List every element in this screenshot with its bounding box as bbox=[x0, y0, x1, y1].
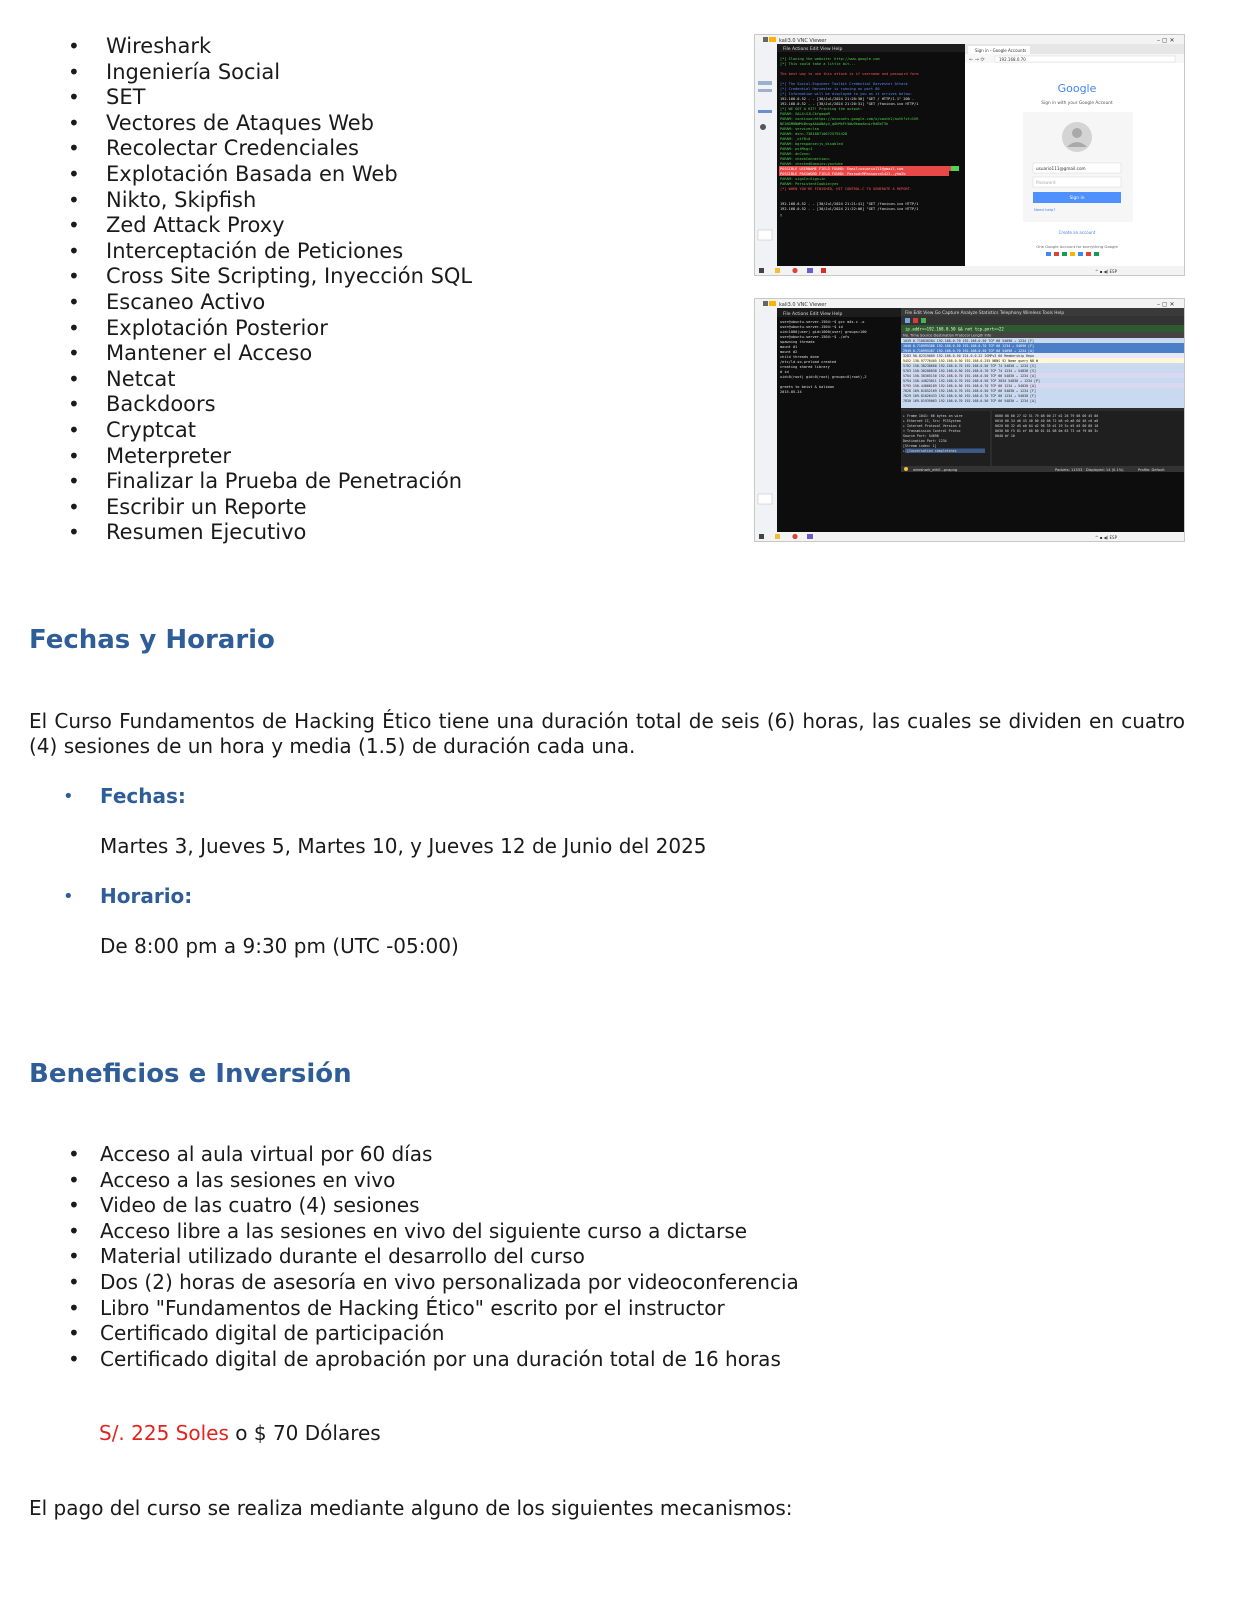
svg-text:mount #2: mount #2 bbox=[780, 350, 798, 354]
google-one-account: One Google Account for everything Google bbox=[1036, 244, 1118, 249]
list-item: • Video de las cuatro (4) sesiones bbox=[68, 1193, 420, 1218]
section-heading-beneficios: Beneficios e Inversión bbox=[29, 1059, 352, 1089]
price-connector: o bbox=[228, 1421, 254, 1445]
svg-text:▸ Frame 1041: 66 bytes on wire: ▸ Frame 1041: 66 bytes on wire bbox=[903, 414, 963, 418]
svg-text:user@ubuntu-server-1504:~$ gcc: user@ubuntu-server-1504:~$ gcc m4s.c -o bbox=[780, 320, 865, 324]
svg-text:192.168.0.52 - - [30/Jul/2024: 192.168.0.52 - - [30/Jul/2024 21:20:30] "GET / HTTP/1.1" 200 - bbox=[780, 97, 915, 101]
svg-text:greets to beist & kaliman: greets to beist & kaliman bbox=[780, 385, 835, 389]
course-price bbox=[99, 1421, 381, 1445]
svg-text:PARAM: service=lso: PARAM: service=lso bbox=[780, 127, 819, 131]
benefits-list bbox=[66, 1142, 799, 1372]
list-item: • Escribir un Reporte bbox=[68, 494, 307, 519]
svg-text:PARAM: PersistentCookie=yes: PARAM: PersistentCookie=yes bbox=[780, 182, 839, 186]
svg-text:Source Port: 54690: Source Port: 54690 bbox=[903, 434, 939, 438]
svg-text:5795 150.44866189 192.168.0.5: 5795 150.44866189 192.168.0.50 192.168.0.70 TCP 66 1234 → 54830 [A] bbox=[903, 384, 1036, 388]
svg-text:[Stream index: 1]: [Stream index: 1] bbox=[903, 444, 937, 448]
svg-text:spawning threads: spawning threads bbox=[780, 340, 815, 344]
svg-text:[*] WHEN YOU'RE FINISHED, HIT: [*] WHEN YOU'RE FINISHED, HIT CONTROL-C TO GENERATE A REPORT. bbox=[780, 187, 912, 191]
svg-text:PARAM: continue=https://accoun: PARAM: continue=https://accounts.google.com/o/oauth2/auth?zt=ChR bbox=[780, 117, 919, 121]
list-item: • Meterpreter bbox=[68, 443, 232, 468]
svg-text:NE2NGM0NWMxBnsgAAAANAy4_qOhMhF: NE2NGM0NWMxBnsgAAAANAy4_qOhMhFt5Ww9kmaAeuLrRdEbT3h bbox=[780, 122, 889, 126]
svg-text:7828 169.81852169 192.168.0.7: 7828 169.81852169 192.168.0.70 192.168.0.50 TCP 66 54830 → 1234 [F] bbox=[903, 389, 1036, 393]
svg-text:0030 00 f5 81 ef 00 00 01 01: 0030 00 f5 81 ef 00 00 01 01 08 0a 63 73 cd f9 00 3c bbox=[995, 429, 1099, 433]
svg-text:The best way to use this attac: The best way to use this attack is if username and password form bbox=[780, 72, 919, 76]
svg-text:← → ⟳: ← → ⟳ bbox=[969, 57, 985, 63]
google-password-field: Password bbox=[1036, 180, 1056, 185]
wireshark-profile: Profile: Default bbox=[1138, 468, 1165, 472]
svg-text:No. Time Sour: No. Time Source Destination Protocol Length Info bbox=[903, 333, 992, 338]
svg-text:^ ▪ ◀) ESP: ^ ▪ ◀) ESP bbox=[1095, 535, 1117, 540]
list-item: • Vectores de Ataques Web bbox=[68, 110, 374, 135]
svg-text:PARAM: checkedDomains=youtube: PARAM: checkedDomains=youtube bbox=[780, 162, 843, 166]
svg-text:– ▢ ✕: – ▢ ✕ bbox=[1157, 37, 1175, 44]
screenshot-credential-harvester bbox=[754, 34, 1185, 276]
svg-text:PARAM: bgresponse=js_disabled: PARAM: bgresponse=js_disabled bbox=[780, 142, 843, 146]
svg-text:POSSIBLE PASSWORD FIELD FOUND:: POSSIBLE PASSWORD FIELD FOUND: Passwd=MPassword1423..yhm2b bbox=[780, 172, 906, 176]
svg-text:5783 150.38286838 192.168.0.5: 5783 150.38286838 192.168.0.50 192.168.0.70 TCP 74 1234 → 54830 [S] bbox=[903, 369, 1036, 373]
svg-text:▸ Ethernet II, Src: PCSSystem: ▸ Ethernet II, Src: PCSSystem bbox=[903, 419, 961, 423]
svg-text:5452 130.97776405 192.168.0.5: 5452 130.97776405 192.168.0.50 192.168.0.255 NBNS 92 Name query NB W bbox=[903, 359, 1038, 363]
svg-text:2949 0.718995387 192.168.0.7: 2949 0.718995387 192.168.0.70 192.168.0.50 TCP 66 54690 → 1234 [A] bbox=[903, 349, 1035, 353]
svg-text:[*] Credential Harvester is ru: [*] Credential Harvester is running on port 80 bbox=[780, 87, 880, 91]
list-item: • Backdoors bbox=[68, 392, 216, 417]
list-item: • Mantener el Acceso bbox=[68, 341, 313, 366]
list-item: • Wireshark bbox=[68, 34, 212, 58]
svg-text:1040 0.718995386 192.168.0.5: 1040 0.718995386 192.168.0.50 192.168.0.70 TCP 66 1234 → 54690 [F] bbox=[903, 344, 1035, 348]
bullet-icon: • bbox=[63, 886, 74, 907]
svg-text:[*] This could take a little b: [*] This could take a little bit... bbox=[780, 62, 856, 66]
google-signin-button: Sign in bbox=[1069, 196, 1085, 201]
list-item: • Acceso a las sesiones en vivo bbox=[68, 1167, 396, 1192]
svg-text:PARAM: GALX=SJLCkfgaqoM: PARAM: GALX=SJLCkfgaqoM bbox=[780, 112, 830, 116]
svg-text:3283 90.82319089 192.168.0.5: 3283 90.82319089 192.168.0.50 224.0.0.22 IGMPv3 60 Membership Repo bbox=[903, 354, 1035, 358]
svg-text:PARAM: _utf8=â: PARAM: _utf8=â bbox=[780, 137, 811, 141]
svg-text:▸ Internet Protocol Version 4: ▸ Internet Protocol Version 4 bbox=[903, 424, 961, 428]
svg-text:child threads done: child threads done bbox=[780, 355, 819, 359]
list-item: • Certificado digital de participación bbox=[68, 1321, 445, 1346]
course-duration-paragraph: El Curso Fundamentos de Hacking Ético tiene una duración total de seis (6) horas, las cuales se dividen en cuatro (4) sesiones de un hora y media (1.5) de duración cada una. bbox=[29, 709, 1185, 758]
list-item: • Finalizar la Prueba de Penetración bbox=[68, 469, 463, 494]
svg-text:PARAM: pstMsg=1: PARAM: pstMsg=1 bbox=[780, 147, 813, 151]
svg-text:0040 bf 16: 0040 bf 16 bbox=[995, 434, 1015, 438]
google-logo: Google bbox=[1057, 82, 1097, 95]
fechas-value: Martes 3, Jueves 5, Martes 10, y Jueves 12 de Junio del 2025 bbox=[100, 834, 707, 858]
svg-text:5782 150.38238600 192.168.0.7: 5782 150.38238600 192.168.0.70 192.168.0.50 TCP 74 54830 → 1234 [S] bbox=[903, 364, 1036, 368]
svg-text:192.168.0.52 - - [30/Jul/2024: 192.168.0.52 - - [30/Jul/2024 21:21:41] "GET /favicon.ico HTTP/1 bbox=[780, 202, 919, 206]
svg-text:uid=0(root) gid=0(root) groups: uid=0(root) gid=0(root) groups=0(root),2 bbox=[780, 375, 867, 379]
wireshark-file-name: wireshark_eth0...pcapng bbox=[913, 468, 958, 472]
list-item: • Certificado digital de aprobación por una duración total de 16 horas bbox=[68, 1346, 781, 1371]
fechas-label: Fechas: bbox=[100, 784, 186, 808]
svg-text:▾ Transmission Control Protoc: ▾ Transmission Control Protoc bbox=[903, 429, 961, 433]
screenshot-credential-harvester-image bbox=[755, 35, 1184, 275]
svg-text:user@ubuntu-server-1504:~$ id: user@ubuntu-server-1504:~$ id bbox=[780, 325, 843, 329]
browser-url: 192.168.0.70 bbox=[999, 57, 1026, 62]
list-item: • Material utilizado durante el desarrollo del curso bbox=[68, 1244, 585, 1269]
svg-text:PARAM: checkConnection=: PARAM: checkConnection= bbox=[780, 157, 830, 161]
list-item: • Libro "Fundamentos de Hacking Ético" escrito por el instructor bbox=[68, 1295, 725, 1320]
svg-text:0010 00 34 d6 43 40 00 40 06: 0010 00 34 d6 43 40 00 40 06 72 b8 c0 a8 00 46 c0 a8 bbox=[995, 419, 1099, 423]
price-soles: S/. 225 Soles bbox=[99, 1421, 229, 1445]
list-item: • Acceso libre a las sesiones en vivo del siguiente curso a dictarse bbox=[68, 1218, 748, 1243]
section-heading-fechas: Fechas y Horario bbox=[29, 625, 275, 655]
svg-text:[*] WE GOT A HIT! Printing the: [*] WE GOT A HIT! Printing the output: bbox=[780, 107, 863, 111]
screenshot-wireshark-backdoor bbox=[754, 298, 1185, 542]
list-item: • Escaneo Activo bbox=[68, 289, 266, 314]
vnc-window-title-2: kali3.0 VNC Viewer bbox=[779, 302, 827, 308]
google-signin-subtitle: Sign in with your Google Account bbox=[1041, 101, 1113, 106]
horario-label: Horario: bbox=[100, 884, 193, 908]
svg-text:192.168.0.52 - - [30/Jul/2024: 192.168.0.52 - - [30/Jul/2024 21:20:31] "GET /favicon.ico HTTP/1 bbox=[780, 102, 919, 106]
list-item: • Acceso al aula virtual por 60 días bbox=[68, 1142, 433, 1166]
vnc-window-title: kali3.0 VNC Viewer bbox=[779, 38, 827, 44]
svg-text:uid=1000(user) gid=1000(user): uid=1000(user) gid=1000(user) groups=100 bbox=[780, 330, 867, 334]
list-item: • Cross Site Scripting, Inyección SQL bbox=[68, 264, 473, 289]
svg-text:2015-05-24 %rebel%: 2015-05-24 bbox=[780, 390, 802, 394]
svg-text:▯: ▯ bbox=[780, 213, 783, 217]
list-item: • Zed Attack Proxy bbox=[68, 213, 285, 238]
wireshark-packets-status: Packets: 11553 · Displayed: 14 (0.1%) bbox=[1055, 468, 1124, 472]
list-item: • Cryptcat bbox=[68, 417, 196, 442]
list-item: • Nikto, Skipfish bbox=[68, 187, 257, 212]
screenshot-wireshark-backdoor-image bbox=[755, 299, 1184, 541]
svg-text:File Actions Edit View Hel: File Actions Edit View Help bbox=[783, 312, 843, 317]
list-item: • Explotación Posterior bbox=[68, 315, 328, 340]
price-dollars: $ 70 Dólares bbox=[253, 1421, 381, 1445]
svg-text:5794 150.44823011 192.168.0.7: 5794 150.44823011 192.168.0.70 192.168.0.50 TCP 3034 54830 → 1234 [P] bbox=[903, 379, 1040, 383]
list-item: • Dos (2) horas de asesoría en vivo personalizada por videoconferencia bbox=[68, 1269, 799, 1294]
svg-text:PARAM: signIn=Sign+in: PARAM: signIn=Sign+in bbox=[780, 177, 826, 181]
svg-text:creating shared library: creating shared library bbox=[780, 365, 830, 369]
svg-text:File Actions Edit View Hel: File Actions Edit View Help bbox=[783, 47, 843, 52]
svg-text:^ ▪ ◀) ESP: ^ ▪ ◀) ESP bbox=[1095, 269, 1117, 274]
list-item: • Netcat bbox=[68, 366, 176, 391]
svg-text:1039 0.718838384 192.168.0.7: 1039 0.718838384 192.168.0.70 192.168.0.50 TCP 66 54690 → 1234 [F] bbox=[903, 339, 1035, 343]
svg-text:PARAM: dnConn=: PARAM: dnConn= bbox=[780, 152, 811, 156]
svg-text:# id: # id bbox=[780, 370, 789, 374]
wireshark-filter: ip.addr==192.168.0.50 && not tcp.port==22 bbox=[905, 326, 1004, 332]
svg-text:5784 150.38305150 192.168.0.7: 5784 150.38305150 192.168.0.70 192.168.0.50 TCP 66 54830 → 1234 [A] bbox=[903, 374, 1036, 378]
svg-text:user@ubuntu-server-1504:~$ ./o: user@ubuntu-server-1504:~$ ./ofs bbox=[780, 335, 850, 339]
svg-text:[*] Information will be displa: [*] Information will be displayed to you as it arrives below: bbox=[780, 92, 912, 96]
list-item: • Ingeniería Social bbox=[68, 59, 281, 84]
google-email-field: usuario111@gmail.com bbox=[1036, 166, 1086, 171]
google-create-account: Create an account bbox=[1058, 230, 1096, 235]
svg-text:– ▢ ✕: – ▢ ✕ bbox=[1157, 301, 1175, 308]
list-item: • Explotación Basada en Web bbox=[68, 161, 398, 186]
svg-text:7830 169.81939063 192.168.0.7: 7830 169.81939063 192.168.0.70 192.168.0.50 TCP 66 54830 → 1234 [A] bbox=[903, 399, 1036, 403]
list-item: • Interceptación de Peticiones bbox=[68, 238, 404, 263]
list-item: • SET bbox=[68, 85, 146, 110]
svg-text:[*] Cloning the website: http:: [*] Cloning the website: http://www.google.com bbox=[780, 57, 880, 61]
svg-text:Destination Port: 1234: Destination Port: 1234 bbox=[903, 439, 947, 443]
horario-value: De 8:00 pm a 9:30 pm (UTC -05:00) bbox=[100, 934, 459, 958]
list-item: • Recolectar Credenciales bbox=[68, 136, 359, 161]
list-item: • Resumen Ejecutivo bbox=[68, 520, 307, 545]
svg-text:PARAM: dsh=-738188710672579242: PARAM: dsh=-7381887106725792428 bbox=[780, 132, 848, 136]
svg-text:File Edit View Go Capture: File Edit View Go Capture Analyze Statistics Telephony Wireless Tools Help bbox=[905, 311, 1065, 316]
svg-text:0020 00 32 d5 a0 04 d2 96 35: 0020 00 32 d5 a0 04 d2 96 35 d1 19 3c d5 d5 00 80 10 bbox=[995, 424, 1099, 428]
topics-list bbox=[66, 34, 472, 546]
svg-text:POSSIBLE USERNAME FIELD FOUND:: POSSIBLE USERNAME FIELD FOUND: Email=usuario111@gmail.com bbox=[780, 167, 904, 171]
svg-text:/etc/ld.so.preload created: /etc/ld.so.preload created bbox=[780, 360, 837, 364]
svg-text:[*] The Social-Engineer Toolki: [*] The Social-Engineer Toolkit Credential Harvester Attack bbox=[780, 82, 908, 86]
svg-text:0000 08 00 27 42 51 79 08 00: 0000 08 00 27 42 51 79 08 00 27 d2 26 79 08 00 45 00 bbox=[995, 414, 1099, 418]
svg-text:7829 169.81826433 192.168.0.5: 7829 169.81826433 192.168.0.50 192.168.0.70 TCP 66 1234 → 54830 [F] bbox=[903, 394, 1036, 398]
payment-methods-intro: El pago del curso se realiza mediante alguno de los siguientes mecanismos: bbox=[29, 1496, 793, 1520]
google-need-help: Need help? bbox=[1034, 207, 1056, 212]
bullet-icon: • bbox=[63, 786, 74, 807]
svg-text:mount #1: mount #1 bbox=[780, 345, 798, 349]
svg-text:▸ [Conversation completenes: ▸ [Conversation completenes bbox=[903, 449, 957, 453]
browser-tab-label: Sign in - Google Accounts bbox=[975, 48, 1027, 53]
svg-text:192.168.0.52 - - [30/Jul/2024: 192.168.0.52 - - [30/Jul/2024 21:22:06] "GET /favicon.ico HTTP/1 bbox=[780, 207, 919, 211]
